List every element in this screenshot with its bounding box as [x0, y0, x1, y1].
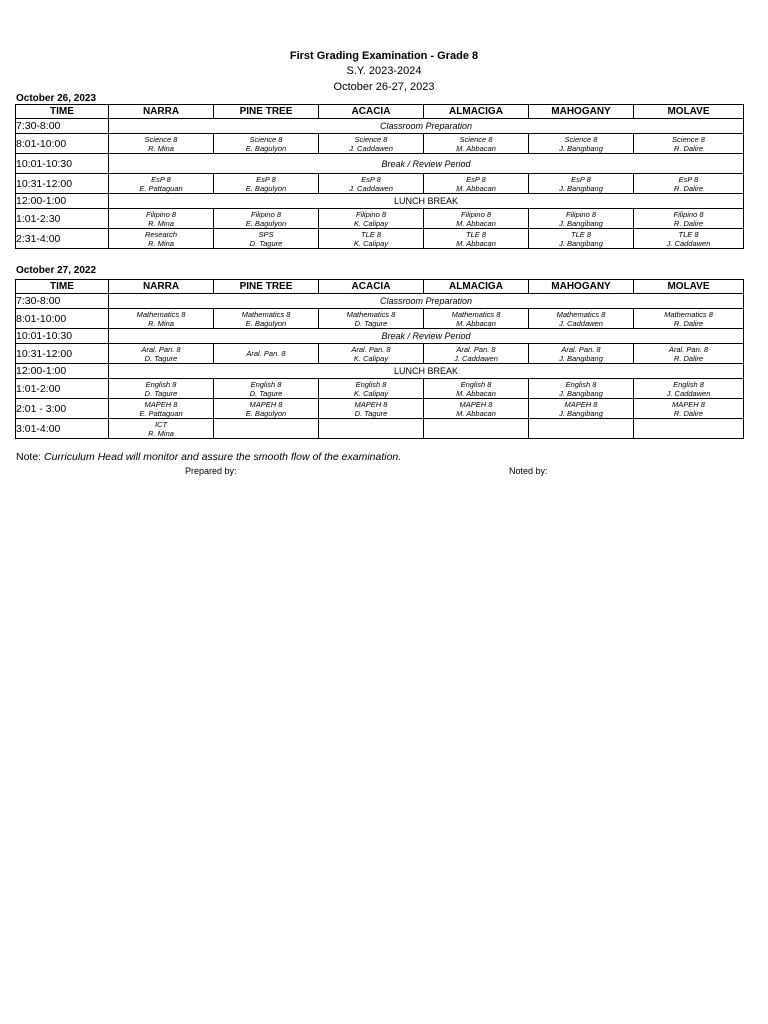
- exam-cell: [214, 419, 319, 439]
- exam-cell: [529, 399, 634, 419]
- time-slot: 2:01 - 3:00: [16, 399, 109, 419]
- exam-cell: [529, 419, 634, 439]
- exam-cell: [529, 309, 634, 329]
- exam-cell: [634, 309, 744, 329]
- subject: Science 8: [354, 134, 388, 144]
- period-span-cell: Break / Review Period: [109, 329, 744, 344]
- exam-cell: [424, 419, 529, 439]
- column-header-section: NARRA: [109, 280, 214, 294]
- subject: Mathematics 8: [664, 309, 713, 319]
- exam-cell: [424, 134, 529, 154]
- note-text: Curriculum Head will monitor and assure the smooth flow of the examination.: [44, 451, 402, 463]
- exam-cell: [319, 419, 424, 439]
- time-slot: 1:01-2:00: [16, 379, 109, 399]
- day-label: October 26, 2023: [16, 93, 97, 104]
- time-slot: 10:31-12:00: [16, 344, 109, 364]
- proctor: R. Mina: [148, 428, 174, 438]
- subject: TLE 8: [360, 229, 381, 239]
- subject: Mathematics 8: [136, 309, 186, 319]
- time-slot: 3:01-4:00: [16, 419, 109, 439]
- proctor: D. Tagure: [249, 388, 283, 398]
- proctor: K. Calipay: [353, 218, 389, 228]
- note-prefix: Note:: [16, 451, 45, 463]
- exam-cell: [109, 134, 214, 154]
- subject: MAPEH 8: [354, 399, 388, 409]
- exam-cell: [214, 174, 319, 194]
- column-header-section: ACACIA: [319, 105, 424, 119]
- table-row: [16, 329, 744, 344]
- table-row: [16, 209, 744, 229]
- subject: Filipino 8: [673, 209, 704, 219]
- proctor: D. Tagure: [144, 388, 178, 398]
- subject: Aral. Pan. 8: [561, 344, 601, 354]
- column-header-section: MAHOGANY: [529, 105, 634, 119]
- subject: Research: [144, 229, 178, 239]
- header-row: [16, 105, 744, 119]
- subject: Science 8: [672, 134, 705, 144]
- subject: EsP 8: [151, 174, 171, 184]
- column-header-time: TIME: [16, 280, 109, 294]
- exam-cell: [214, 209, 319, 229]
- proctor: J. Bangibang: [559, 353, 603, 363]
- note: [16, 451, 401, 463]
- subject: TLE 8: [465, 229, 486, 239]
- time-slot: 7:30-8:00: [16, 119, 109, 134]
- proctor: R. Dalire: [673, 353, 704, 363]
- exam-cell: [214, 134, 319, 154]
- exam-cell: [109, 309, 214, 329]
- document-title: First Grading Examination - Grade 8: [289, 50, 479, 62]
- subject: English 8: [145, 379, 177, 389]
- time-slot: 2:31-4:00: [16, 229, 109, 249]
- table-row: [16, 194, 744, 209]
- proctor: R. Mina: [148, 218, 174, 228]
- proctor: M. Abbacan: [456, 408, 496, 418]
- exam-cell: [424, 174, 529, 194]
- proctor: J. Caddawen: [349, 183, 393, 193]
- exam-cell: [109, 419, 214, 439]
- period-span-cell: Classroom Preparation: [109, 294, 744, 309]
- exam-cell: [109, 344, 214, 364]
- exam-cell: [214, 379, 319, 399]
- proctor: E. Pattaguan: [139, 408, 183, 418]
- exam-cell: [529, 229, 634, 249]
- subject: Science 8: [144, 134, 178, 144]
- table-row: [16, 419, 744, 439]
- header-row: [16, 280, 744, 294]
- subject: ICT: [154, 419, 168, 429]
- column-header-section: NARRA: [109, 105, 214, 119]
- proctor: M. Abbacan: [456, 183, 496, 193]
- proctor: R. Mina: [148, 238, 174, 248]
- subject: Filipino 8: [355, 209, 386, 219]
- subject: English 8: [460, 379, 492, 389]
- proctor: E. Bagulyon: [245, 183, 287, 193]
- exam-cell: [529, 344, 634, 364]
- proctor: R. Dalire: [673, 408, 704, 418]
- exam-cell: [424, 229, 529, 249]
- proctor: R. Dalire: [673, 218, 704, 228]
- time-slot: 12:00-1:00: [16, 194, 109, 209]
- exam-cell: [214, 229, 319, 249]
- table-row: [16, 134, 744, 154]
- proctor: J. Bangibang: [559, 143, 603, 153]
- proctor: E. Pattaguan: [139, 183, 183, 193]
- proctor: J. Caddawen: [666, 388, 711, 398]
- subject: Mathematics 8: [451, 309, 501, 319]
- proctor: R. Dalire: [673, 143, 704, 153]
- period-span-cell: Classroom Preparation: [109, 119, 744, 134]
- schedule-table-day1: [15, 104, 744, 249]
- school-year: S.Y. 2023-2024: [346, 65, 422, 77]
- subject: Filipino 8: [565, 209, 596, 219]
- subject: Science 8: [564, 134, 598, 144]
- exam-cell: [319, 379, 424, 399]
- subject: Filipino 8: [460, 209, 491, 219]
- proctor: M. Abbacan: [456, 318, 496, 328]
- exam-cell: [634, 229, 744, 249]
- subject: Aral. Pan. 8: [668, 344, 709, 354]
- subject: English 8: [250, 379, 282, 389]
- time-slot: 8:01-10:00: [16, 309, 109, 329]
- noted-by-label: Noted by:: [509, 466, 548, 476]
- proctor: R. Dalire: [673, 183, 704, 193]
- proctor: M. Abbacan: [456, 238, 496, 248]
- subject: EsP 8: [571, 174, 591, 184]
- time-slot: 10:01-10:30: [16, 329, 109, 344]
- day-label: October 27, 2022: [16, 265, 97, 276]
- proctor: K. Calipay: [353, 353, 389, 363]
- proctor: M. Abbacan: [456, 218, 496, 228]
- proctor: D. Tagure: [249, 238, 283, 248]
- subject: MAPEH 8: [144, 399, 178, 409]
- time-slot: 12:00-1:00: [16, 364, 109, 379]
- table-row: [16, 364, 744, 379]
- column-header-section: ACACIA: [319, 280, 424, 294]
- subject: English 8: [565, 379, 597, 389]
- exam-cell: [529, 379, 634, 399]
- exam-cell: [424, 209, 529, 229]
- subject: SPS: [258, 229, 274, 239]
- subject: Mathematics 8: [241, 309, 291, 319]
- exam-cell: [634, 174, 744, 194]
- proctor: E. Bagulyon: [245, 143, 287, 153]
- table-row: [16, 229, 744, 249]
- subject: Science 8: [459, 134, 493, 144]
- exam-cell: [319, 209, 424, 229]
- time-slot: 10:31-12:00: [16, 174, 109, 194]
- subject: MAPEH 8: [249, 399, 283, 409]
- proctor: R. Dalire: [673, 318, 704, 328]
- exam-cell: [529, 134, 634, 154]
- table-row: [16, 294, 744, 309]
- column-header-time: TIME: [16, 105, 109, 119]
- time-slot: 1:01-2:30: [16, 209, 109, 229]
- proctor: R. Mina: [148, 143, 174, 153]
- lunch-break-cell: LUNCH BREAK: [109, 364, 744, 379]
- proctor: J. Bangibang: [559, 238, 603, 248]
- subject: Filipino 8: [250, 209, 281, 219]
- exam-cell: [634, 209, 744, 229]
- exam-cell: [109, 229, 214, 249]
- proctor: J. Bangibang: [559, 408, 603, 418]
- proctor: E. Bagulyon: [245, 318, 287, 328]
- table-row: [16, 309, 744, 329]
- proctor: J. Caddawen: [454, 353, 498, 363]
- subject: MAPEH 8: [459, 399, 493, 409]
- proctor: J. Caddawen: [349, 143, 393, 153]
- table-row: [16, 154, 744, 174]
- column-header-section: MOLAVE: [634, 105, 744, 119]
- subject: English 8: [673, 379, 704, 389]
- proctor: K. Calipay: [353, 238, 389, 248]
- exam-cell: [319, 229, 424, 249]
- time-slot: 10:01-10:30: [16, 154, 109, 174]
- subject: EsP 8: [466, 174, 486, 184]
- exam-dates: October 26-27, 2023: [333, 81, 435, 93]
- exam-cell: [109, 379, 214, 399]
- column-header-section: MOLAVE: [634, 280, 744, 294]
- exam-cell: [634, 399, 744, 419]
- exam-cell: [424, 399, 529, 419]
- proctor: D. Tagure: [354, 408, 388, 418]
- subject: Aral. Pan. 8: [351, 344, 391, 354]
- proctor: M. Abbacan: [456, 143, 496, 153]
- subject: TLE 8: [678, 229, 699, 239]
- column-header-section: ALMACIGA: [424, 280, 529, 294]
- table-row: [16, 119, 744, 134]
- exam-cell: [109, 209, 214, 229]
- proctor: K. Calipay: [353, 388, 389, 398]
- column-header-section: ALMACIGA: [424, 105, 529, 119]
- column-header-section: MAHOGANY: [529, 280, 634, 294]
- exam-cell: [319, 399, 424, 419]
- proctor: J. Caddawen: [559, 318, 603, 328]
- subject: Filipino 8: [145, 209, 176, 219]
- proctor: J. Bangibang: [559, 388, 603, 398]
- exam-cell: [424, 309, 529, 329]
- exam-cell: [319, 309, 424, 329]
- table-row: [16, 174, 744, 194]
- exam-cell: [214, 399, 319, 419]
- subject: Science 8: [249, 134, 283, 144]
- proctor: E. Bagulyon: [245, 218, 287, 228]
- table-row: [16, 344, 744, 364]
- subject: English 8: [355, 379, 387, 389]
- subject: MAPEH 8: [672, 399, 705, 409]
- proctor: E. Bagulyon: [245, 408, 287, 418]
- exam-cell: [319, 344, 424, 364]
- exam-cell: [424, 344, 529, 364]
- proctor: D. Tagure: [354, 318, 388, 328]
- table-row: [16, 379, 744, 399]
- exam-cell: [319, 134, 424, 154]
- proctor: R. Mina: [148, 318, 174, 328]
- subject: Aral. Pan. 8: [456, 344, 496, 354]
- exam-cell: [109, 399, 214, 419]
- proctor: D. Tagure: [144, 353, 178, 363]
- subject: Aral. Pan. 8: [141, 344, 181, 354]
- proctor: M. Abbacan: [456, 388, 496, 398]
- exam-cell: [529, 209, 634, 229]
- subject: EsP 8: [678, 174, 699, 184]
- subject: TLE 8: [570, 229, 591, 239]
- time-slot: 8:01-10:00: [16, 134, 109, 154]
- proctor: J. Caddawen: [666, 238, 711, 248]
- subject: EsP 8: [361, 174, 381, 184]
- exam-cell: [214, 344, 319, 364]
- subject: Mathematics 8: [346, 309, 396, 319]
- proctor: J. Bangibang: [559, 183, 603, 193]
- exam-cell: [634, 419, 744, 439]
- column-header-section: PINE TREE: [214, 280, 319, 294]
- subject: Mathematics 8: [556, 309, 606, 319]
- prepared-by-label: Prepared by:: [185, 466, 237, 476]
- subject: Aral. Pan. 8: [246, 349, 286, 358]
- exam-cell: [424, 379, 529, 399]
- exam-cell: [109, 174, 214, 194]
- exam-cell: [529, 174, 634, 194]
- time-slot: 7:30-8:00: [16, 294, 109, 309]
- lunch-break-cell: LUNCH BREAK: [109, 194, 744, 209]
- column-header-section: PINE TREE: [214, 105, 319, 119]
- subject: MAPEH 8: [564, 399, 598, 409]
- schedule-table-day2: [15, 279, 744, 439]
- exam-cell: [634, 134, 744, 154]
- exam-cell: [214, 309, 319, 329]
- table-row: [16, 399, 744, 419]
- exam-cell: [634, 344, 744, 364]
- period-span-cell: Break / Review Period: [109, 154, 744, 174]
- subject: EsP 8: [256, 174, 276, 184]
- proctor: J. Bangibang: [559, 218, 603, 228]
- exam-cell: [634, 379, 744, 399]
- exam-cell: [319, 174, 424, 194]
